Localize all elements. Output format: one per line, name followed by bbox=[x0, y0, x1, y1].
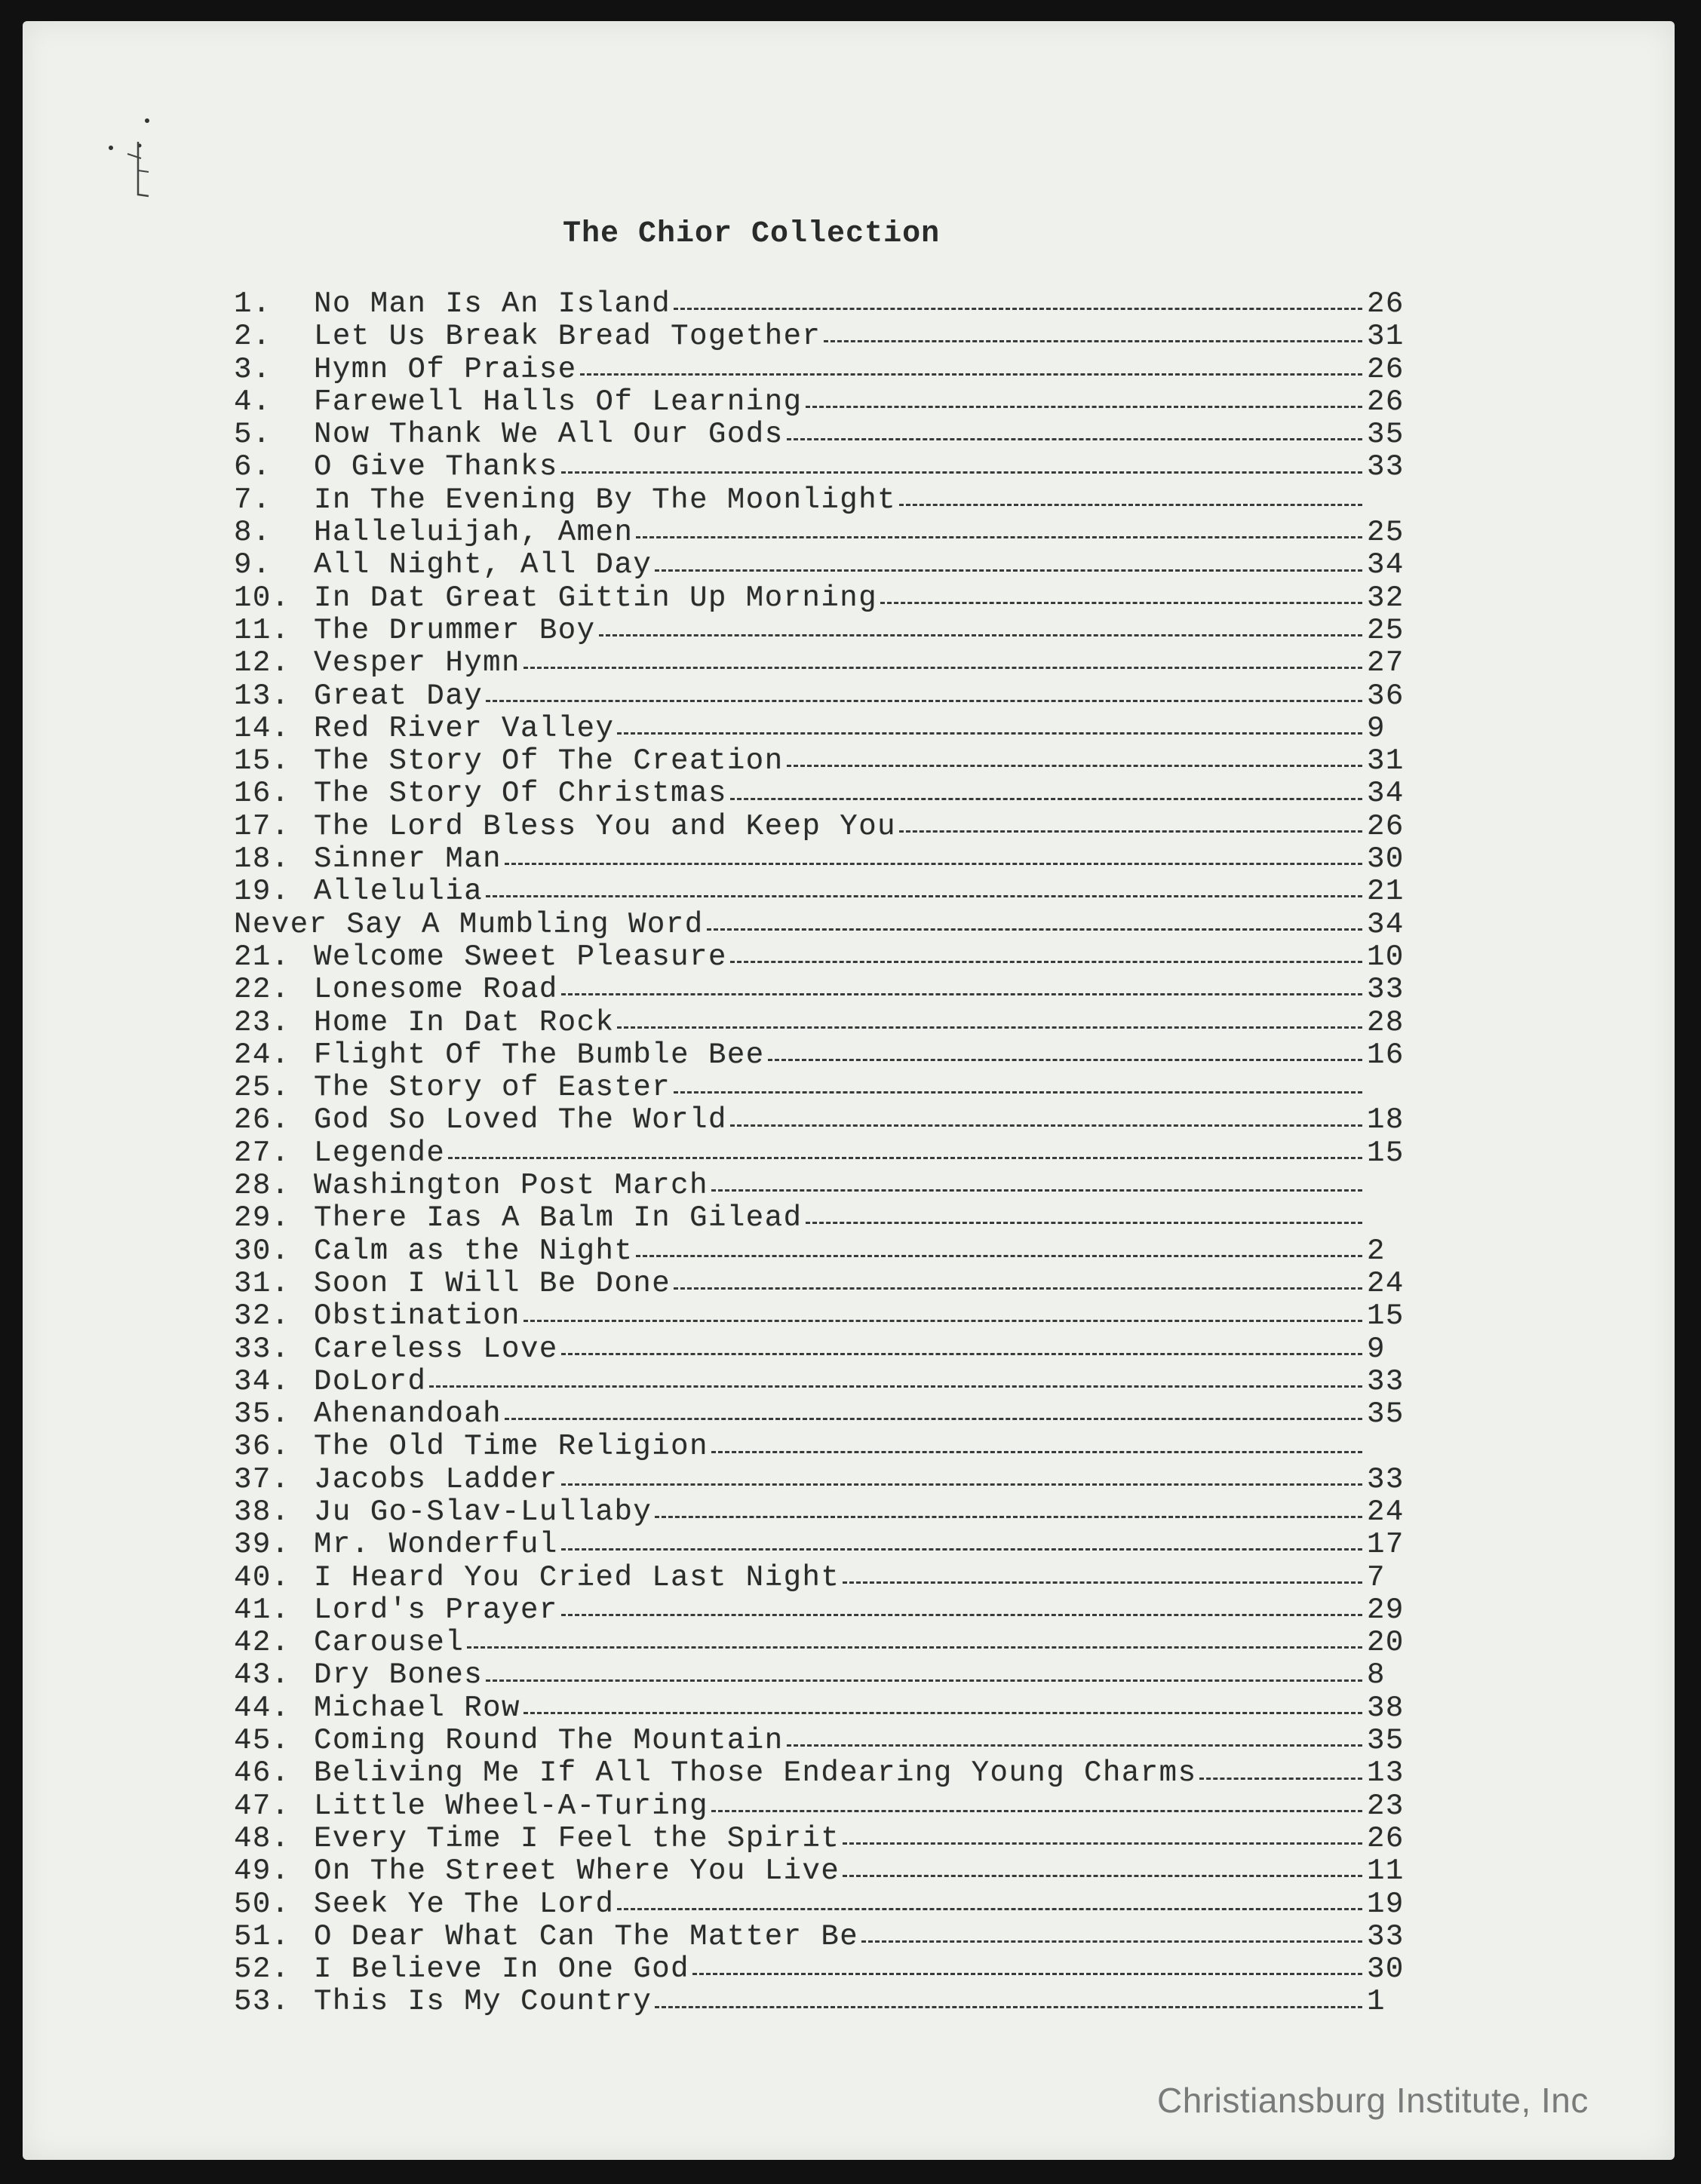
entry-page-number: 18 bbox=[1367, 1103, 1405, 1137]
dash-leader bbox=[692, 1971, 1362, 1975]
list-item bbox=[234, 1822, 1411, 1854]
entry-title: No Man Is An Island bbox=[314, 287, 671, 321]
dash-leader bbox=[524, 1710, 1362, 1714]
list-item bbox=[234, 483, 1411, 516]
entry-title: God So Loved The World bbox=[314, 1103, 727, 1137]
entry-number: 41. bbox=[234, 1593, 290, 1627]
entry-title: I Believe In One God bbox=[314, 1952, 690, 1986]
list-item bbox=[234, 1071, 1411, 1103]
entry-page-number: 1 bbox=[1367, 1985, 1386, 2019]
dash-leader bbox=[707, 927, 1362, 931]
song-list bbox=[234, 287, 1411, 2018]
entry-page-number: 17 bbox=[1367, 1528, 1405, 1562]
dash-leader bbox=[787, 763, 1362, 767]
dash-leader bbox=[843, 1873, 1362, 1877]
entry-title: This Is My Country bbox=[314, 1985, 652, 2019]
list-item bbox=[234, 1692, 1411, 1724]
entry-page-number: 10 bbox=[1367, 940, 1405, 974]
entry-page-number: 16 bbox=[1367, 1038, 1405, 1072]
dash-leader bbox=[899, 829, 1362, 833]
list-item bbox=[234, 1397, 1411, 1430]
entry-number: 9. bbox=[234, 548, 272, 582]
list-item bbox=[234, 1235, 1411, 1267]
entry-page-number: 20 bbox=[1367, 1626, 1405, 1660]
entry-title: There Ias A Balm In Gilead bbox=[314, 1201, 803, 1235]
entry-number: 11. bbox=[234, 613, 290, 647]
list-item bbox=[234, 1006, 1411, 1038]
entry-page-number: 19 bbox=[1367, 1887, 1405, 1921]
dash-leader bbox=[429, 1384, 1362, 1388]
entry-title: Now Thank We All Our Gods bbox=[314, 418, 784, 452]
entry-page-number: 31 bbox=[1367, 320, 1405, 354]
list-item bbox=[234, 516, 1411, 548]
entry-number: 2. bbox=[234, 320, 272, 354]
watermark: Christiansburg Institute, Inc bbox=[1157, 2081, 1589, 2120]
list-item bbox=[234, 1626, 1411, 1658]
dash-leader bbox=[524, 665, 1362, 669]
dash-leader bbox=[561, 992, 1362, 995]
entry-number: 51. bbox=[234, 1919, 290, 1953]
dash-leader bbox=[486, 698, 1362, 702]
entry-title: On The Street Where You Live bbox=[314, 1854, 840, 1888]
entry-page-number: 24 bbox=[1367, 1266, 1405, 1300]
list-item bbox=[234, 287, 1411, 320]
list-item bbox=[234, 679, 1411, 712]
entry-number: 24. bbox=[234, 1038, 290, 1072]
dash-leader bbox=[561, 1482, 1362, 1486]
dash-leader bbox=[561, 1612, 1362, 1616]
list-item bbox=[234, 973, 1411, 1005]
entry-title: Red River Valley bbox=[314, 711, 615, 745]
entry-title: Beliving Me If All Those Endearing Young Charms bbox=[314, 1756, 1197, 1790]
entry-title: All Night, All Day bbox=[314, 548, 652, 582]
entry-title: Lord's Prayer bbox=[314, 1593, 558, 1627]
dash-leader bbox=[561, 1351, 1362, 1355]
dash-leader bbox=[806, 404, 1363, 408]
entry-page-number: 30 bbox=[1367, 842, 1405, 876]
entry-page-number: 11 bbox=[1367, 1854, 1405, 1888]
dash-leader bbox=[655, 568, 1362, 572]
dash-leader bbox=[711, 1808, 1362, 1812]
entry-page-number: 33 bbox=[1367, 450, 1405, 484]
entry-page-number: 26 bbox=[1367, 287, 1405, 321]
entry-page-number: 28 bbox=[1367, 1005, 1405, 1039]
dash-leader bbox=[448, 1155, 1362, 1159]
entry-title: Washington Post March bbox=[314, 1169, 708, 1203]
entry-number: 26. bbox=[234, 1103, 290, 1137]
list-item bbox=[234, 1299, 1411, 1332]
entry-number: 23. bbox=[234, 1005, 290, 1039]
entry-number: 47. bbox=[234, 1789, 290, 1823]
list-item bbox=[234, 1528, 1411, 1560]
entry-page-number: 24 bbox=[1367, 1495, 1405, 1529]
entry-title: Dry Bones bbox=[314, 1658, 484, 1692]
dash-leader bbox=[711, 1449, 1362, 1453]
entry-title: Great Day bbox=[314, 679, 484, 713]
entry-page-number: 33 bbox=[1367, 1919, 1405, 1953]
dash-leader bbox=[730, 1123, 1362, 1127]
entry-number: 37. bbox=[234, 1462, 290, 1496]
entry-page-number: 31 bbox=[1367, 744, 1405, 778]
dash-leader bbox=[787, 437, 1362, 440]
pencil-mark-icon bbox=[94, 112, 155, 232]
entry-page-number: 33 bbox=[1367, 1462, 1405, 1496]
entry-title: In The Evening By The Moonlight bbox=[314, 483, 897, 517]
entry-page-number: 15 bbox=[1367, 1136, 1405, 1170]
entry-page-number: 38 bbox=[1367, 1691, 1405, 1725]
entry-title: Michael Row bbox=[314, 1691, 520, 1725]
list-item bbox=[234, 1561, 1411, 1594]
dash-leader bbox=[655, 2005, 1362, 2008]
dash-leader bbox=[636, 535, 1362, 538]
dash-leader bbox=[843, 1580, 1362, 1584]
entry-number: 21. bbox=[234, 940, 290, 974]
entry-page-number: 35 bbox=[1367, 1397, 1405, 1431]
entry-number: 52. bbox=[234, 1952, 290, 1986]
entry-title: The Story Of The Creation bbox=[314, 744, 784, 778]
entry-title: Every Time I Feel the Spirit bbox=[314, 1821, 840, 1855]
entry-page-number: 35 bbox=[1367, 418, 1405, 452]
entry-number: 36. bbox=[234, 1430, 290, 1464]
entry-title: The Old Time Religion bbox=[314, 1430, 708, 1464]
list-item bbox=[234, 1920, 1411, 1952]
list-item bbox=[234, 875, 1411, 907]
entry-number: 39. bbox=[234, 1528, 290, 1562]
entry-page-number: 7 bbox=[1367, 1560, 1386, 1594]
entry-number: 13. bbox=[234, 679, 290, 713]
entry-page-number: 34 bbox=[1367, 548, 1405, 582]
dash-leader bbox=[674, 1090, 1362, 1094]
dash-leader bbox=[674, 306, 1362, 310]
list-item bbox=[234, 1430, 1411, 1462]
entry-title: Obstination bbox=[314, 1299, 520, 1333]
entry-number: 4. bbox=[234, 385, 272, 419]
entry-title: Farewell Halls Of Learning bbox=[314, 385, 803, 419]
entry-page-number: 32 bbox=[1367, 581, 1405, 615]
entry-number: 6. bbox=[234, 450, 272, 484]
list-item bbox=[234, 908, 1411, 940]
list-item bbox=[234, 320, 1411, 352]
entry-number: 3. bbox=[234, 352, 272, 386]
entry-number: 53. bbox=[234, 1985, 290, 2019]
entry-number: 12. bbox=[234, 646, 290, 680]
entry-number: 22. bbox=[234, 973, 290, 1007]
entry-title: Carousel bbox=[314, 1626, 465, 1660]
entry-page-number: 8 bbox=[1367, 1658, 1386, 1692]
list-item bbox=[234, 1038, 1411, 1071]
dash-leader bbox=[617, 1025, 1362, 1029]
entry-number: 10. bbox=[234, 581, 290, 615]
list-item bbox=[234, 1594, 1411, 1626]
entry-title: In Dat Great Gittin Up Morning bbox=[314, 581, 878, 615]
list-item bbox=[234, 1952, 1411, 1985]
dash-leader bbox=[711, 1188, 1362, 1192]
list-item bbox=[234, 1658, 1411, 1691]
entry-title: Calm as the Night bbox=[314, 1234, 634, 1268]
entry-number: 17. bbox=[234, 809, 290, 843]
list-item bbox=[234, 548, 1411, 581]
entry-number: 14. bbox=[234, 711, 290, 745]
list-item bbox=[234, 418, 1411, 450]
entry-title: DoLord bbox=[314, 1364, 427, 1398]
entry-page-number: 23 bbox=[1367, 1789, 1405, 1823]
list-item bbox=[234, 712, 1411, 744]
dash-leader bbox=[505, 1416, 1362, 1420]
dash-leader bbox=[599, 633, 1362, 636]
entry-page-number: 30 bbox=[1367, 1952, 1405, 1986]
entry-page-number: 25 bbox=[1367, 516, 1405, 550]
entry-title: Allelulia bbox=[314, 875, 484, 909]
entry-title: Little Wheel-A-Turing bbox=[314, 1789, 708, 1823]
dash-leader bbox=[806, 1220, 1363, 1224]
list-item bbox=[234, 1463, 1411, 1495]
entry-title: Never Say A Mumbling Word bbox=[234, 907, 704, 941]
entry-page-number: 34 bbox=[1367, 777, 1405, 811]
entry-title: Mr. Wonderful bbox=[314, 1528, 558, 1562]
entry-title: O Dear What Can The Matter Be bbox=[314, 1919, 859, 1953]
entry-page-number: 26 bbox=[1367, 809, 1405, 843]
entry-number: 42. bbox=[234, 1626, 290, 1660]
dash-leader bbox=[561, 470, 1362, 474]
entry-title: O Give Thanks bbox=[314, 450, 558, 484]
list-item bbox=[234, 940, 1411, 973]
entry-title: Jacobs Ladder bbox=[314, 1462, 558, 1496]
list-item bbox=[234, 646, 1411, 679]
list-item bbox=[234, 1169, 1411, 1201]
entry-title: Vesper Hymn bbox=[314, 646, 520, 680]
list-item bbox=[234, 450, 1411, 483]
entry-page-number: 33 bbox=[1367, 1364, 1405, 1398]
entry-number: 50. bbox=[234, 1887, 290, 1921]
entry-title: Sinner Man bbox=[314, 842, 502, 876]
list-item bbox=[234, 385, 1411, 418]
entry-number: 29. bbox=[234, 1201, 290, 1235]
list-item bbox=[234, 777, 1411, 809]
entry-title: Coming Round The Mountain bbox=[314, 1724, 784, 1758]
entry-page-number: 15 bbox=[1367, 1299, 1405, 1333]
entry-number: 15. bbox=[234, 744, 290, 778]
entry-page-number: 35 bbox=[1367, 1724, 1405, 1758]
entry-number: 49. bbox=[234, 1854, 290, 1888]
entry-number: 28. bbox=[234, 1169, 290, 1203]
list-item bbox=[234, 1724, 1411, 1756]
dash-leader bbox=[467, 1645, 1362, 1649]
paper-page bbox=[23, 21, 1675, 2160]
entry-title: Lonesome Road bbox=[314, 973, 558, 1007]
entry-number: 8. bbox=[234, 516, 272, 550]
entry-number: 25. bbox=[234, 1071, 290, 1105]
entry-page-number: 26 bbox=[1367, 385, 1405, 419]
entry-number: 16. bbox=[234, 777, 290, 811]
entry-title: The Story of Easter bbox=[314, 1071, 671, 1105]
list-item bbox=[234, 581, 1411, 614]
entry-title: I Heard You Cried Last Night bbox=[314, 1560, 840, 1594]
dash-leader bbox=[655, 1514, 1362, 1518]
list-item bbox=[234, 810, 1411, 842]
entry-title: Legende bbox=[314, 1136, 446, 1170]
entry-page-number: 36 bbox=[1367, 679, 1405, 713]
entry-page-number: 9 bbox=[1367, 1332, 1386, 1366]
entry-page-number: 26 bbox=[1367, 352, 1405, 386]
entry-page-number: 34 bbox=[1367, 907, 1405, 941]
dash-leader bbox=[768, 1057, 1362, 1061]
entry-number: 7. bbox=[234, 483, 272, 517]
entry-number: 40. bbox=[234, 1560, 290, 1594]
dash-leader bbox=[505, 861, 1362, 865]
dash-leader bbox=[674, 1286, 1362, 1290]
list-item bbox=[234, 1333, 1411, 1365]
entry-title: Ahenandoah bbox=[314, 1397, 502, 1431]
entry-number: 34. bbox=[234, 1364, 290, 1398]
entry-number: 1. bbox=[234, 287, 272, 321]
entry-page-number: 26 bbox=[1367, 1821, 1405, 1855]
list-item bbox=[234, 1201, 1411, 1234]
entry-title: The Story Of Christmas bbox=[314, 777, 727, 811]
list-item bbox=[234, 614, 1411, 646]
list-item bbox=[234, 842, 1411, 875]
list-item bbox=[234, 1756, 1411, 1789]
entry-number: 35. bbox=[234, 1397, 290, 1431]
entry-number: 45. bbox=[234, 1724, 290, 1758]
entry-title: Soon I Will Be Done bbox=[314, 1266, 671, 1300]
entry-page-number: 9 bbox=[1367, 711, 1386, 745]
entry-number: 19. bbox=[234, 875, 290, 909]
dash-leader bbox=[730, 959, 1362, 963]
entry-page-number: 27 bbox=[1367, 646, 1405, 680]
entry-title: Welcome Sweet Pleasure bbox=[314, 940, 727, 974]
list-item bbox=[234, 353, 1411, 385]
entry-title: Ju Go-Slav-Lullaby bbox=[314, 1495, 652, 1529]
list-item bbox=[234, 1985, 1411, 2017]
dash-leader bbox=[636, 1253, 1362, 1257]
entry-title: Seek Ye The Lord bbox=[314, 1887, 615, 1921]
entry-title: The Drummer Boy bbox=[314, 613, 596, 647]
entry-title: Flight Of The Bumble Bee bbox=[314, 1038, 765, 1072]
dash-leader bbox=[617, 1906, 1362, 1910]
entry-number: 46. bbox=[234, 1756, 290, 1790]
entry-page-number: 25 bbox=[1367, 613, 1405, 647]
entry-title: Let Us Break Bread Together bbox=[314, 320, 821, 354]
entry-number: 38. bbox=[234, 1495, 290, 1529]
entry-page-number: 13 bbox=[1367, 1756, 1405, 1790]
list-item bbox=[234, 1888, 1411, 1920]
list-item bbox=[234, 1136, 1411, 1169]
dash-leader bbox=[899, 502, 1362, 506]
entry-number: 5. bbox=[234, 418, 272, 452]
entry-page-number: 33 bbox=[1367, 973, 1405, 1007]
dash-leader bbox=[787, 1743, 1362, 1747]
entry-number: 32. bbox=[234, 1299, 290, 1333]
dash-leader bbox=[843, 1841, 1362, 1845]
dash-leader bbox=[524, 1318, 1362, 1322]
list-item bbox=[234, 744, 1411, 777]
entry-title: Careless Love bbox=[314, 1332, 558, 1366]
dash-leader bbox=[880, 600, 1362, 604]
list-item bbox=[234, 1495, 1411, 1528]
entry-number: 27. bbox=[234, 1136, 290, 1170]
dash-leader bbox=[617, 731, 1362, 735]
list-item bbox=[234, 1790, 1411, 1822]
entry-number: 44. bbox=[234, 1691, 290, 1725]
entry-number: 18. bbox=[234, 842, 290, 876]
entry-page-number: 29 bbox=[1367, 1593, 1405, 1627]
entry-page-number: 21 bbox=[1367, 875, 1405, 909]
dash-leader bbox=[730, 796, 1362, 800]
entry-title: Home In Dat Rock bbox=[314, 1005, 615, 1039]
dash-leader bbox=[861, 1939, 1362, 1943]
entry-title: Hymn Of Praise bbox=[314, 352, 577, 386]
dash-leader bbox=[824, 339, 1362, 342]
entry-title: The Lord Bless You and Keep You bbox=[314, 809, 897, 843]
document-title: The Chior Collection bbox=[563, 217, 941, 251]
entry-number: 33. bbox=[234, 1332, 290, 1366]
list-item bbox=[234, 1267, 1411, 1299]
entry-page-number: 2 bbox=[1367, 1234, 1386, 1268]
dash-leader bbox=[580, 372, 1362, 376]
list-item bbox=[234, 1854, 1411, 1887]
dash-leader bbox=[486, 894, 1362, 897]
entry-number: 31. bbox=[234, 1266, 290, 1300]
dash-leader bbox=[561, 1547, 1362, 1551]
entry-number: 43. bbox=[234, 1658, 290, 1692]
entry-title: Halleluijah, Amen bbox=[314, 516, 634, 550]
dash-leader bbox=[486, 1678, 1362, 1682]
dash-leader bbox=[1199, 1776, 1362, 1780]
entry-number: 30. bbox=[234, 1234, 290, 1268]
list-item bbox=[234, 1103, 1411, 1136]
list-item bbox=[234, 1365, 1411, 1397]
entry-number: 48. bbox=[234, 1821, 290, 1855]
